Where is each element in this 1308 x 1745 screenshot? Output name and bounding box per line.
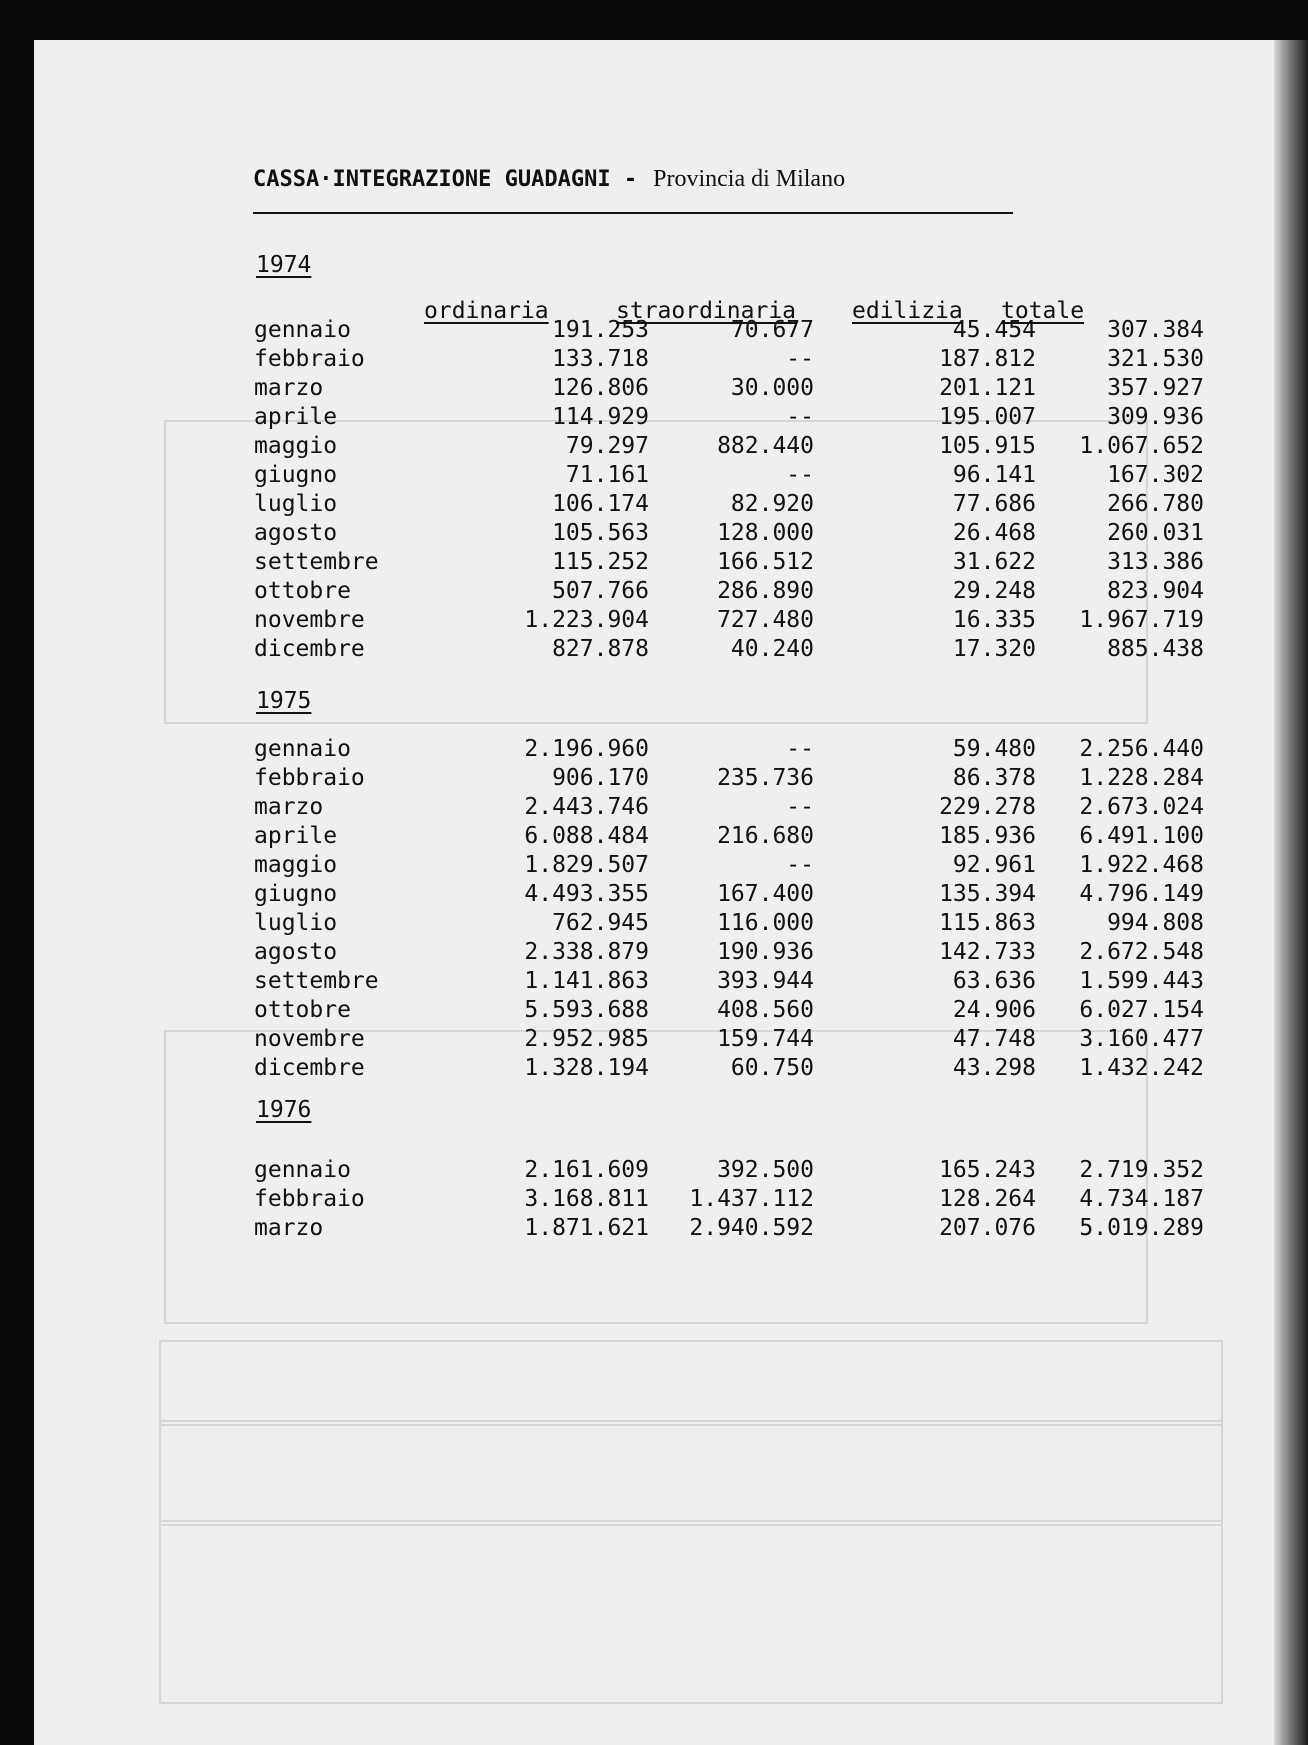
straordinaria-cell: 2.940.592 xyxy=(689,1215,814,1241)
straordinaria-cell: 82.920 xyxy=(730,491,814,517)
month-cell: novembre xyxy=(254,607,365,633)
straordinaria-cell: 116.000 xyxy=(717,910,814,936)
straordinaria-cell: -- xyxy=(786,736,814,762)
ordinaria-cell: 105.563 xyxy=(552,520,649,546)
totale-cell: 885.438 xyxy=(1107,636,1204,662)
ordinaria-cell: 827.878 xyxy=(552,636,649,662)
table-row xyxy=(254,462,1214,491)
ordinaria-cell: 906.170 xyxy=(552,765,649,791)
month-cell: ottobre xyxy=(254,997,351,1023)
table-row xyxy=(254,346,1214,375)
ordinaria-cell: 5.593.688 xyxy=(524,997,649,1023)
title-right: Provincia di Milano xyxy=(653,166,846,192)
edilizia-cell: 16.335 xyxy=(952,607,1036,633)
totale-cell: 1.599.443 xyxy=(1079,968,1204,994)
totale-cell: 1.228.284 xyxy=(1079,765,1204,791)
ordinaria-cell: 133.718 xyxy=(552,346,649,372)
table-row xyxy=(254,317,1214,346)
ordinaria-cell: 2.952.985 xyxy=(524,1026,649,1052)
totale-cell: 4.734.187 xyxy=(1079,1186,1204,1212)
edilizia-cell: 26.468 xyxy=(952,520,1036,546)
totale-cell: 2.256.440 xyxy=(1079,736,1204,762)
edilizia-cell: 185.936 xyxy=(939,823,1036,849)
edilizia-cell: 59.480 xyxy=(952,736,1036,762)
edilizia-cell: 45.454 xyxy=(952,317,1036,343)
month-cell: agosto xyxy=(254,939,338,965)
straordinaria-cell: -- xyxy=(786,346,814,372)
totale-cell: 2.673.024 xyxy=(1079,794,1204,820)
title-underline xyxy=(253,212,1013,214)
edilizia-cell: 187.812 xyxy=(939,346,1036,372)
totale-cell: 321.530 xyxy=(1107,346,1204,372)
ordinaria-cell: 2.161.609 xyxy=(524,1157,649,1183)
month-cell: febbraio xyxy=(254,765,365,791)
title-left: CASSA·INTEGRAZIONE GUADAGNI - xyxy=(253,167,638,192)
table-row xyxy=(254,997,1214,1026)
table-row xyxy=(254,607,1214,636)
ordinaria-cell: 114.929 xyxy=(552,404,649,430)
table-row xyxy=(254,520,1214,549)
month-cell: agosto xyxy=(254,520,338,546)
month-cell: gennaio xyxy=(254,317,351,343)
totale-cell: 6.491.100 xyxy=(1079,823,1204,849)
totale-cell: 1.432.242 xyxy=(1079,1055,1204,1081)
straordinaria-cell: 392.500 xyxy=(717,1157,814,1183)
edilizia-cell: 92.961 xyxy=(952,852,1036,878)
month-cell: giugno xyxy=(254,462,338,488)
month-cell: dicembre xyxy=(254,1055,365,1081)
straordinaria-cell: 128.000 xyxy=(717,520,814,546)
totale-cell: 2.672.548 xyxy=(1079,939,1204,965)
table-row xyxy=(254,1186,1214,1215)
totale-cell: 4.796.149 xyxy=(1079,881,1204,907)
month-cell: dicembre xyxy=(254,636,365,662)
table-row xyxy=(254,881,1214,910)
straordinaria-cell: 216.680 xyxy=(717,823,814,849)
edilizia-cell: 105.915 xyxy=(939,433,1036,459)
ordinaria-cell: 191.253 xyxy=(552,317,649,343)
straordinaria-cell: 190.936 xyxy=(717,939,814,965)
table-row xyxy=(254,375,1214,404)
column-header-straordinaria: straordinaria xyxy=(616,298,797,324)
month-cell: maggio xyxy=(254,852,338,878)
table-row xyxy=(254,549,1214,578)
straordinaria-cell: 286.890 xyxy=(717,578,814,604)
table-row xyxy=(254,794,1214,823)
month-cell: marzo xyxy=(254,794,324,820)
table-row xyxy=(254,578,1214,607)
table-row xyxy=(254,636,1214,665)
totale-cell: 3.160.477 xyxy=(1079,1026,1204,1052)
ordinaria-cell: 1.328.194 xyxy=(524,1055,649,1081)
straordinaria-cell: -- xyxy=(786,462,814,488)
straordinaria-cell: 727.480 xyxy=(717,607,814,633)
ordinaria-cell: 115.252 xyxy=(552,549,649,575)
ordinaria-cell: 2.196.960 xyxy=(524,736,649,762)
month-cell: aprile xyxy=(254,823,338,849)
month-cell: ottobre xyxy=(254,578,351,604)
month-cell: febbraio xyxy=(254,1186,365,1212)
totale-cell: 357.927 xyxy=(1107,375,1204,401)
ordinaria-cell: 507.766 xyxy=(552,578,649,604)
straordinaria-cell: 159.744 xyxy=(717,1026,814,1052)
straordinaria-cell: 235.736 xyxy=(717,765,814,791)
straordinaria-cell: 393.944 xyxy=(717,968,814,994)
ordinaria-cell: 1.871.621 xyxy=(524,1215,649,1241)
edilizia-cell: 29.248 xyxy=(952,578,1036,604)
month-cell: aprile xyxy=(254,404,338,430)
column-header-totale: totale xyxy=(1001,298,1085,324)
month-cell: marzo xyxy=(254,1215,324,1241)
straordinaria-cell: 166.512 xyxy=(717,549,814,575)
totale-cell: 1.967.719 xyxy=(1079,607,1204,633)
table-row xyxy=(254,968,1214,997)
table-row xyxy=(254,404,1214,433)
straordinaria-cell: 40.240 xyxy=(730,636,814,662)
ordinaria-cell: 2.338.879 xyxy=(524,939,649,965)
column-header-edilizia: edilizia xyxy=(852,298,963,324)
table-row xyxy=(254,1026,1214,1055)
month-cell: gennaio xyxy=(254,1157,351,1183)
straordinaria-cell: -- xyxy=(786,852,814,878)
month-cell: febbraio xyxy=(254,346,365,372)
table-row xyxy=(254,939,1214,968)
totale-cell: 5.019.289 xyxy=(1079,1215,1204,1241)
ordinaria-cell: 1.829.507 xyxy=(524,852,649,878)
totale-cell: 260.031 xyxy=(1107,520,1204,546)
straordinaria-cell: -- xyxy=(786,404,814,430)
straordinaria-cell: 882.440 xyxy=(717,433,814,459)
edilizia-cell: 63.636 xyxy=(952,968,1036,994)
ordinaria-cell: 126.806 xyxy=(552,375,649,401)
edilizia-cell: 43.298 xyxy=(952,1055,1036,1081)
edilizia-cell: 86.378 xyxy=(952,765,1036,791)
table-row xyxy=(254,1215,1214,1244)
edilizia-cell: 142.733 xyxy=(939,939,1036,965)
straordinaria-cell: 30.000 xyxy=(730,375,814,401)
year-label: 1975 xyxy=(256,688,312,714)
totale-cell: 266.780 xyxy=(1107,491,1204,517)
edilizia-cell: 165.243 xyxy=(939,1157,1036,1183)
month-cell: settembre xyxy=(254,968,379,994)
ordinaria-cell: 6.088.484 xyxy=(524,823,649,849)
page-edge-shadow xyxy=(1274,40,1308,1745)
month-cell: giugno xyxy=(254,881,338,907)
month-cell: settembre xyxy=(254,549,379,575)
table-row xyxy=(254,1157,1214,1186)
totale-cell: 1.922.468 xyxy=(1079,852,1204,878)
edilizia-cell: 128.264 xyxy=(939,1186,1036,1212)
bleed-through-rule xyxy=(159,1420,1223,1426)
table-row xyxy=(254,1055,1214,1084)
ordinaria-cell: 1.223.904 xyxy=(524,607,649,633)
page-title xyxy=(253,166,845,193)
edilizia-cell: 96.141 xyxy=(952,462,1036,488)
totale-cell: 6.027.154 xyxy=(1079,997,1204,1023)
edilizia-cell: 135.394 xyxy=(939,881,1036,907)
totale-cell: 994.808 xyxy=(1107,910,1204,936)
edilizia-cell: 31.622 xyxy=(952,549,1036,575)
edilizia-cell: 115.863 xyxy=(939,910,1036,936)
ordinaria-cell: 71.161 xyxy=(565,462,649,488)
table-row xyxy=(254,765,1214,794)
ordinaria-cell: 1.141.863 xyxy=(524,968,649,994)
ordinaria-cell: 3.168.811 xyxy=(524,1186,649,1212)
table-row xyxy=(254,736,1214,765)
edilizia-cell: 207.076 xyxy=(939,1215,1036,1241)
month-cell: gennaio xyxy=(254,736,351,762)
straordinaria-cell: 60.750 xyxy=(730,1055,814,1081)
year-label: 1974 xyxy=(256,252,312,278)
totale-cell: 823.904 xyxy=(1107,578,1204,604)
edilizia-cell: 24.906 xyxy=(952,997,1036,1023)
straordinaria-cell: -- xyxy=(786,794,814,820)
totale-cell: 167.302 xyxy=(1107,462,1204,488)
edilizia-cell: 195.007 xyxy=(939,404,1036,430)
edilizia-cell: 47.748 xyxy=(952,1026,1036,1052)
bleed-through-rule xyxy=(159,1520,1223,1526)
edilizia-cell: 77.686 xyxy=(952,491,1036,517)
edilizia-cell: 201.121 xyxy=(939,375,1036,401)
totale-cell: 307.384 xyxy=(1107,317,1204,343)
ordinaria-cell: 106.174 xyxy=(552,491,649,517)
table-row xyxy=(254,433,1214,462)
ordinaria-cell: 762.945 xyxy=(552,910,649,936)
table-row xyxy=(254,910,1214,939)
straordinaria-cell: 408.560 xyxy=(717,997,814,1023)
totale-cell: 2.719.352 xyxy=(1079,1157,1204,1183)
ordinaria-cell: 4.493.355 xyxy=(524,881,649,907)
table-row xyxy=(254,852,1214,881)
month-cell: luglio xyxy=(254,491,338,517)
totale-cell: 1.067.652 xyxy=(1079,433,1204,459)
month-cell: novembre xyxy=(254,1026,365,1052)
table-row xyxy=(254,491,1214,520)
edilizia-cell: 17.320 xyxy=(952,636,1036,662)
totale-cell: 309.936 xyxy=(1107,404,1204,430)
edilizia-cell: 229.278 xyxy=(939,794,1036,820)
ordinaria-cell: 2.443.746 xyxy=(524,794,649,820)
column-header-ordinaria: ordinaria xyxy=(424,298,549,324)
document-page xyxy=(34,40,1274,1745)
straordinaria-cell: 167.400 xyxy=(717,881,814,907)
month-cell: luglio xyxy=(254,910,338,936)
month-cell: marzo xyxy=(254,375,324,401)
year-label: 1976 xyxy=(256,1097,312,1123)
straordinaria-cell: 1.437.112 xyxy=(689,1186,814,1212)
totale-cell: 313.386 xyxy=(1107,549,1204,575)
ordinaria-cell: 79.297 xyxy=(565,433,649,459)
straordinaria-cell: 70.677 xyxy=(730,317,814,343)
month-cell: maggio xyxy=(254,433,338,459)
table-row xyxy=(254,823,1214,852)
